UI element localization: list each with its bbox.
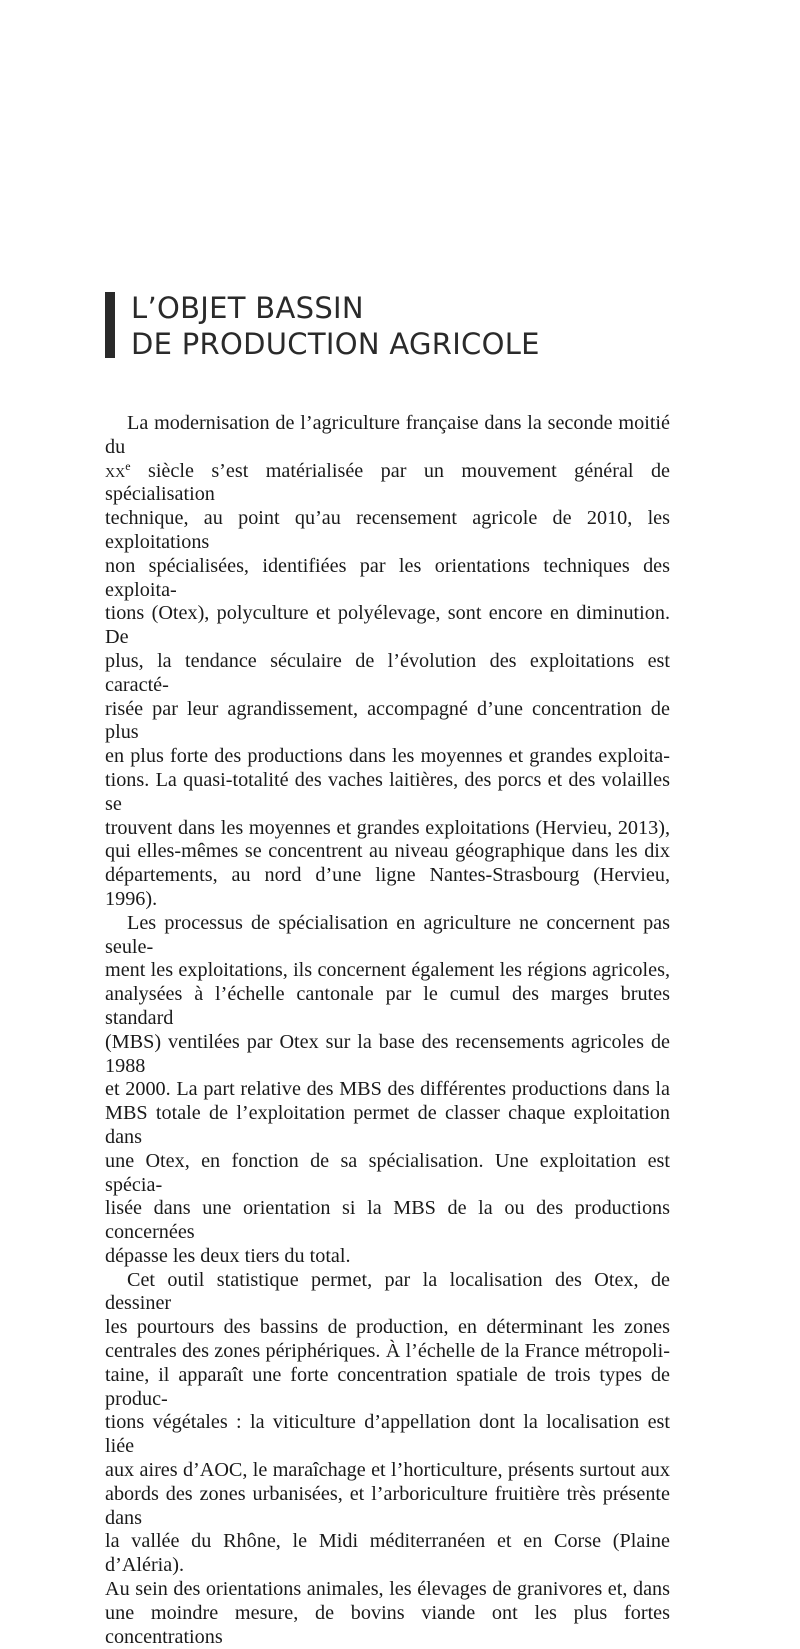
text-line: tions (Otex), polyculture et polyélevage, sont encore en diminution. De [105,602,670,649]
text-line: taine, il apparaît une forte concentration spatiale de trois types de produc- [105,1363,670,1410]
paragraph [105,912,670,1269]
century-numeral: xx [105,459,126,482]
text-line: ment les exploitations, ils concernent également les régions agricoles, [105,959,670,982]
text-line: en plus forte des productions dans les moyennes et grandes exploita- [105,745,670,768]
text-line: MBS totale de l’exploitation permet de classer chaque exploitation dans [105,1102,670,1148]
text-line: analysées à l’échelle cantonale par le cumul des marges brutes standard [105,983,670,1029]
text-line: technique, au point qu’au recensement agricole de 2010, les exploitations [105,507,670,553]
body-text [105,412,670,1649]
text-line: les pourtours des bassins de production, en déterminant les zones [105,1316,670,1339]
text-line: La modernisation de l’agriculture française dans la seconde moitié du [105,412,670,458]
text-line: Cet outil statistique permet, par la localisation des Otex, de dessiner [105,1268,670,1315]
text-line: la vallée du Rhône, le Midi méditerranéen et en Corse (Plaine d’Aléria). [105,1530,670,1577]
chapter-title-line-1: L’OBJET BASSIN [131,291,364,325]
text-line: une Otex, en fonction de sa spécialisation. Une exploitation est spécia- [105,1149,670,1196]
chapter-title [131,290,540,362]
chapter-heading [105,290,705,362]
text-line: tions végétales : la viticulture d’appellation dont la localisation est liée [105,1411,670,1458]
paragraph [105,412,670,912]
text-line: Les processus de spécialisation en agriculture ne concernent pas seule- [105,911,670,958]
text-line: centrales des zones périphériques. À l’échelle de la France métropoli- [105,1340,670,1363]
text-line: aux aires d’AOC, le maraîchage et l’horticulture, présents surtout aux [105,1459,670,1482]
text-line: trouvent dans les moyennes et grandes exploitations (Hervieu, 2013), [105,816,670,839]
chapter-title-line-2: DE PRODUCTION AGRICOLE [131,327,540,361]
text-line: Au sein des orientations animales, les élevages de granivores et, dans [105,1578,670,1601]
century-superscript: e [125,458,131,473]
text-line: une moindre mesure, de bovins viande ont les plus fortes concentrations [105,1601,670,1648]
text-line: lisée dans une orientation si la MBS de la ou des productions concernées [105,1197,670,1244]
text-line: abords des zones urbanisées, et l’arboriculture fruitière très présente dans [105,1482,670,1529]
text-line: qui elles-mêmes se concentrent au niveau géographique dans les dix [105,840,670,863]
text-line: tions. La quasi-totalité des vaches laitières, des porcs et des volailles se [105,768,670,815]
text-line: dépasse les deux tiers du total. [105,1244,351,1267]
paragraph [105,1269,670,1649]
text-line: non spécialisées, identifiées par les orientations techniques des exploita- [105,554,670,601]
text-line: risée par leur agrandissement, accompagné d’une concentration de plus [105,697,670,744]
text-line: $xx^e$ siècle s’est matérialisée par un mouvement général de spécialisation [105,458,670,506]
text-line: départements, au nord d’une ligne Nantes-Strasbourg (Hervieu, 1996). [105,864,670,910]
heading-accent-bar [105,292,115,358]
text-line: plus, la tendance séculaire de l’évolution des exploitations est caracté- [105,649,670,696]
text-line: et 2000. La part relative des MBS des différentes productions dans la [105,1078,670,1101]
text-line: (MBS) ventilées par Otex sur la base des recensements agricoles de 1988 [105,1030,670,1077]
